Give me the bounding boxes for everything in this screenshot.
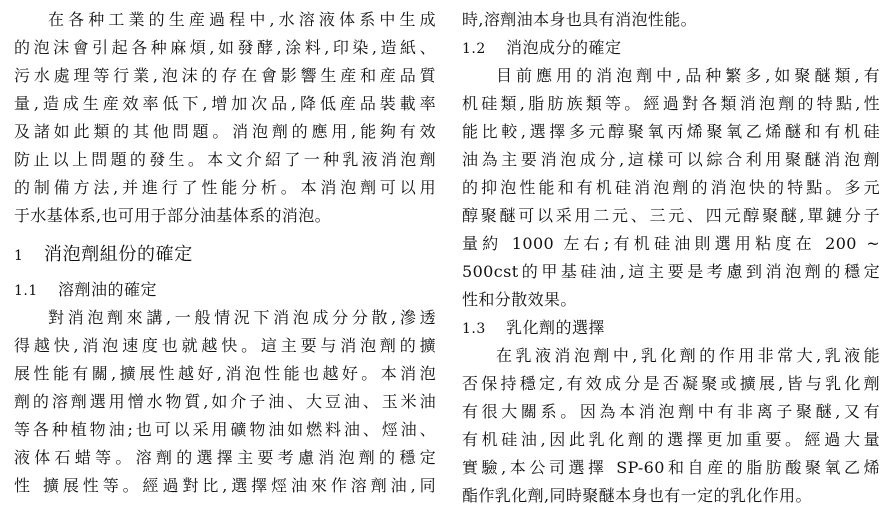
subsection-heading-1-1 <box>14 276 436 304</box>
text-line: 在各种工業的生産過程中,水溶液体系中生成 <box>48 10 436 29</box>
text-line: 的泡沫會引起各种麻煩,如發酵,涂料,印染,造紙、 <box>14 38 436 57</box>
subsection-number: 1.1 <box>14 283 38 299</box>
subsection-title: 乳化劑的選擇 <box>506 318 606 337</box>
paragraph-1-2 <box>462 62 880 314</box>
left-column <box>14 6 436 500</box>
text-line: 有机硅油,因此乳化劑的選擇更加重要。經過大量 <box>462 430 880 449</box>
section-number: 1 <box>14 248 24 264</box>
subsection-title: 消泡成分的確定 <box>506 38 622 57</box>
text-line: 性和分散效果。 <box>462 290 577 309</box>
subsection-number: 1.3 <box>462 321 486 337</box>
text-line: 實驗,本公司選擇 SP-60和自産的脂肪酸聚氧乙烯 <box>462 458 880 477</box>
text-line: 污水處理等行業,泡沫的存在會影響生産和産品質 <box>14 66 436 85</box>
text-line: 醇聚醚可以采用二元、三元、四元醇聚醚,單鏈分子 <box>462 206 880 225</box>
text-line: 的抑泡性能和有机硅消泡劑的消泡快的特點。多元 <box>462 178 880 197</box>
section-heading-1 <box>14 236 436 274</box>
subsection-heading-1-3 <box>462 314 880 342</box>
text-line: 等各种植物油;也可以采用礦物油如燃料油、烴油、 <box>14 420 436 439</box>
text-line: 對消泡劑來講,一般情況下消泡成分分散,滲透 <box>48 308 436 327</box>
text-line: 否保持穩定,有效成分是否凝聚或擴展,皆与乳化劑 <box>462 374 880 393</box>
text-line: 液体石蜡等。溶劑的選擇主要考慮消泡劑的穩定 <box>14 448 436 467</box>
text-line: 于水基体系,也可用于部分油基体系的消泡。 <box>14 206 332 225</box>
text-line: 油為主要消泡成分,這樣可以綜合利用聚醚消泡劑 <box>462 150 880 169</box>
paragraph-1-1 <box>14 304 436 500</box>
text-line: 得越快,消泡速度也就越快。這主要与消泡劑的擴 <box>14 336 436 355</box>
text-line: 酯作乳化劑,同時聚醚本身也有一定的乳化作用。 <box>462 486 812 505</box>
text-line: 的制備方法,并進行了性能分析。本消泡劑可以用 <box>14 178 436 197</box>
right-column <box>462 6 880 510</box>
text-line: 目前應用的消泡劑中,品种繁多,如聚醚類,有 <box>496 66 880 85</box>
subsection-title: 溶劑油的確定 <box>58 280 158 299</box>
text-line: 有很大關系。因為本消泡劑中有非离子聚醚,又有 <box>462 402 880 421</box>
paragraph-1-3 <box>462 342 880 510</box>
intro-paragraph <box>14 6 436 230</box>
text-line: 性 擴展性等。經過對比,選擇烴油來作溶劑油,同 <box>14 476 436 495</box>
text-line: 在乳液消泡劑中,乳化劑的作用非常大,乳液能 <box>496 346 880 365</box>
text-line: 及諸如此類的其他問題。消泡劑的應用,能夠有效 <box>14 122 436 141</box>
section-title: 消泡劑組份的確定 <box>44 244 193 265</box>
subsection-heading-1-2 <box>462 34 880 62</box>
text-line: 時,溶劑油本身也具有消泡性能。 <box>462 10 698 29</box>
subsection-number: 1.2 <box>462 41 486 57</box>
text-line: 防止以上問題的發生。本文介紹了一种乳液消泡劑 <box>14 150 436 169</box>
text-line: 量,造成生産效率低下,增加次品,降低産品裝載率 <box>14 94 436 113</box>
text-line: 劑的溶劑選用憎水物質,如介子油、大豆油、玉米油 <box>14 392 436 411</box>
text-line: 量約 1000 左右;有机硅油則選用粘度在 200 ~ <box>462 234 880 253</box>
text-line: 机硅類,脂肪族類等。經過對各類消泡劑的特點,性 <box>462 94 880 113</box>
text-line: 500cst的甲基硅油,這主要是考慮到消泡劑的穩定 <box>462 262 880 281</box>
text-line: 展性能有關,擴展性越好,消泡性能也越好。本消泡 <box>14 364 436 383</box>
text-line: 能比較,選擇多元醇聚氧丙烯聚氧乙烯醚和有机硅 <box>462 122 880 141</box>
